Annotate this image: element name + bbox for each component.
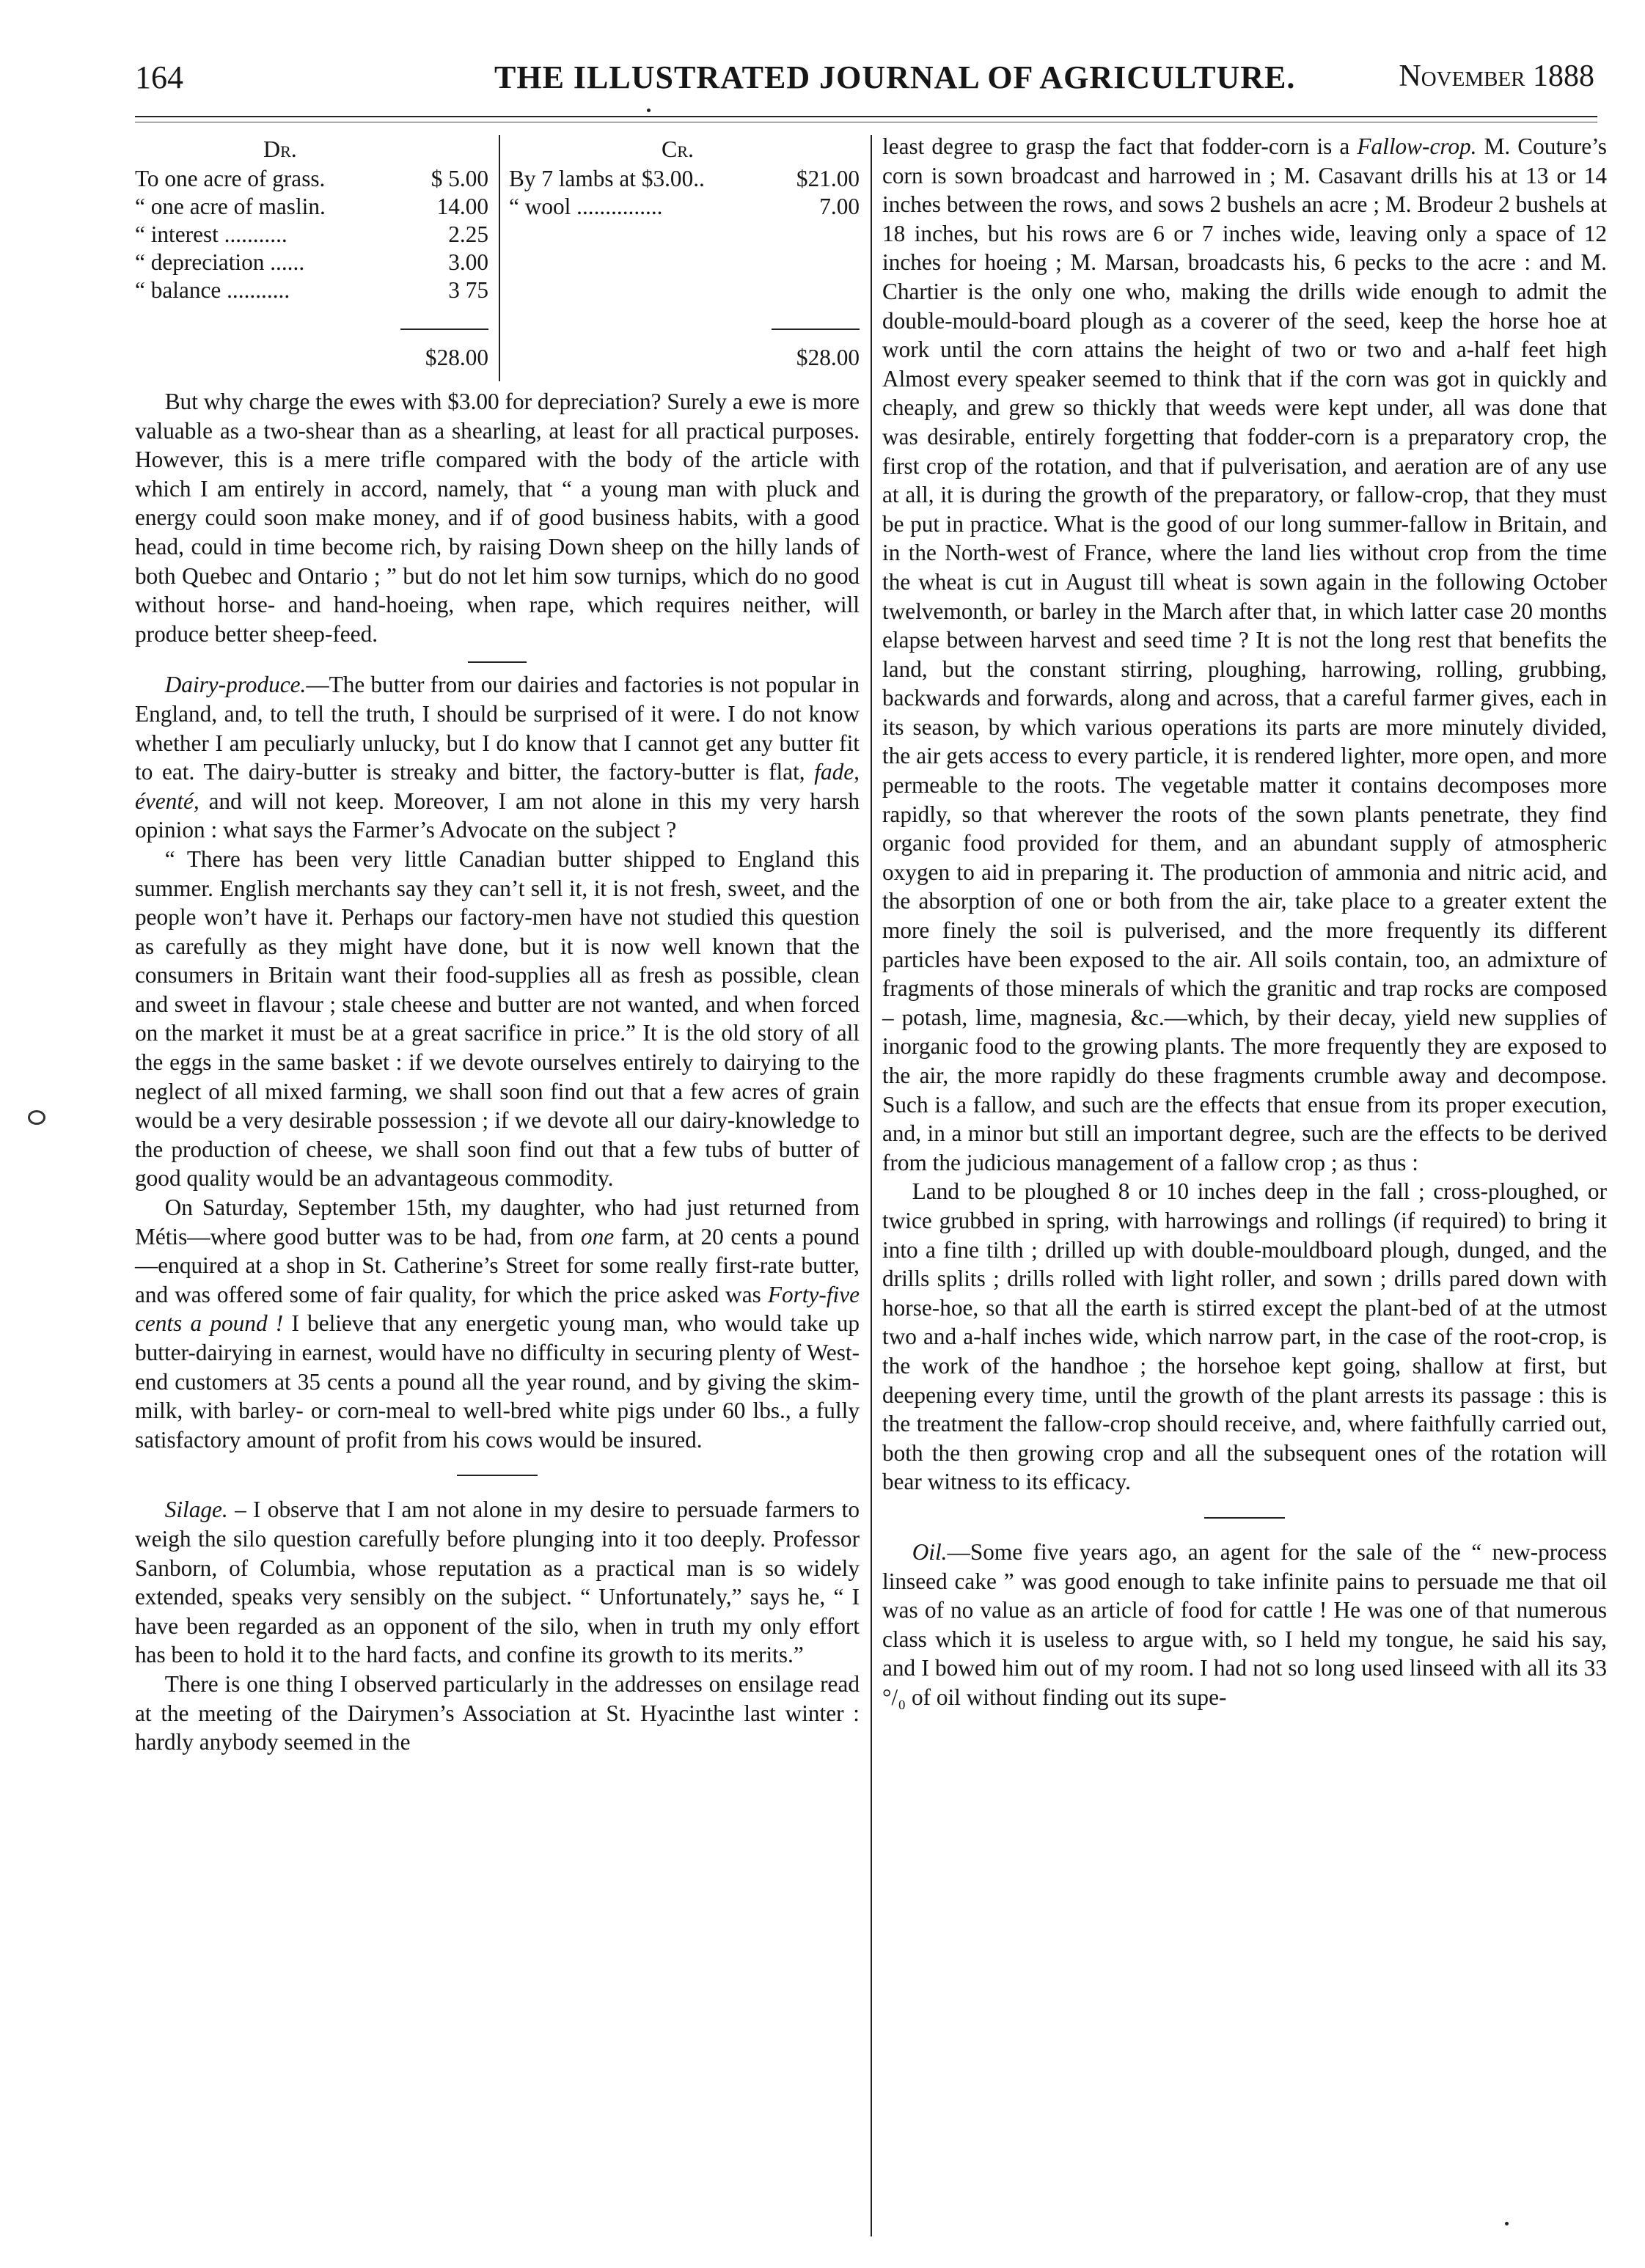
section-separator bbox=[468, 661, 527, 663]
debit-row bbox=[135, 164, 499, 192]
page-number: 164 bbox=[135, 59, 183, 95]
paragraph-text: and will not keep. Moreover, I am not alone in this my very harsh opinion : what says the Farmer’s Advocate on the subject ? bbox=[135, 788, 860, 843]
paragraph-text: least degree to grasp the fact that fodder-corn is a bbox=[882, 133, 1358, 159]
paragraph-silage bbox=[135, 1495, 860, 1670]
section-heading: Oil. bbox=[912, 1538, 948, 1565]
header-ornament-dot bbox=[647, 109, 651, 112]
journal-title: THE ILLUSTRATED JOURNAL OF AGRICULTURE. bbox=[494, 59, 1296, 95]
credit-total: $28.00 bbox=[796, 345, 860, 370]
right-column bbox=[882, 132, 1607, 1711]
debit-row bbox=[135, 192, 499, 220]
debit-label: “ balance ........... bbox=[135, 277, 290, 303]
paragraph: There is one thing I observed particularly in the addresses on ensilage read at the meeting of the Dairymen’s Association at St. Hyacinthe last winter : hardly anybody seemed in the bbox=[135, 1670, 860, 1755]
paragraph-text: M. Couture’s corn is sown broadcast and harrowed in ; M. Casavant drills his at 13 or 14 inches between the rows, and sows 2 bushels an acre ; M. Brodeur 2 bushels at 18 inches, but his rows are 6 or 7 inches wide, leaving only a space of 12 inches for hoeing ; M. Marsan, broadcasts his, 6 pecks to the acre : and M. Chartier is the only one who, making the drills wide enough to admit the double-mould-board plough as a coverer of the seed, keep the horse hoe at work until the corn attains the height of two or two and a-half feet high Almost every speaker seemed to think that if the corn was got in quickly and cheaply, and grew so thickly that weeds were kept under, all was done that was desirable, entirely forgetting that fodder-corn is a preparatory crop, the first crop of the rotation, and that if pulverisation, and aeration are of any use at all, it is during the growth of the preparatory, or fallow-crop, that they must be put in practice. What is the good of our long summer-fallow in Britain, and in the North-west of France, where the land lies without crop from the time the wheat is cut in August till wheat is sown again in the following October twelvemonth, or barley in the March after that, in which latter case 20 months elapse between harvest and seed time ? It is not the long rest that benefits the land, but the constant stirring, ploughing, harrowing, rolling, grubbing, backwards and forwards, along and across, that a careful farmer gives, each in its season, by which various operations its parts are more minutely divided, the air gets access to every particle, it is rendered lighter, more open, and more permeable to the roots. The vegetable matter it contains decomposes more rapidly, so that wherever the roots of the sown plants penetrate, they find organic food provided for them, and an abundant supply of atmospheric oxygen to aid in preparing it. The production of ammonia and nitric acid, and the absorption of one or both from the air, take place to a greater extent the more finely the soil is pulverised, and the more frequently its different particles have been exposed to the air. All soils contain, too, an admixture of fragments of those minerals of which the granitic and trap rocks are composed – potash, lime, magnesia, &c.—which, by their decay, yield new supplies of inorganic food to the growing plants. The more frequently they are exposed to the air, the more rapidly do these fragments crumble away and decompose. Such is a fallow, and such are the effects that ensue from its proper execution, and, in a minor but still an important degree, such are the effects to be derived from the judicious management of a fallow crop ; as thus : bbox=[882, 133, 1607, 1175]
footer-ornament-dot bbox=[1505, 2222, 1509, 2225]
debit-amount: 3.00 bbox=[448, 249, 488, 275]
debit-row bbox=[135, 248, 499, 276]
credit-amount: $21.00 bbox=[796, 166, 860, 191]
left-column bbox=[135, 135, 860, 1757]
italic-phrase: Forty-five cents a pound ! bbox=[135, 1281, 860, 1337]
italic-phrase: fade, éventé, bbox=[135, 759, 860, 814]
paragraph-oil bbox=[882, 1538, 1607, 1712]
debit-label: “ depreciation ...... bbox=[135, 249, 305, 275]
paragraph: Land to be ploughed 8 or 10 inches deep in the fall ; cross-ploughed, or twice grubbed in spring, with harrowings and rollings (if required) to bring it into a fine tilth ; drilled up with double-mouldboard plough, dunged, and the drills splits ; drills rolled with light roller, and sown ; drills pared down with horse-hoe, so that all the earth is stirred except the plant-bed of at the utmost two and a-half inches wide, which narrow part, in the case of the root-crop, is the work of the handhoe ; the horsehoe kept going, shallow at first, but deepening every time, until the growth of the plant arrests its passage : this is the treatment the fallow-crop should receive, and, where faithfully carried out, both the then growing crop and all the subsequent ones of the rotation will bear witness to its efficacy. bbox=[882, 1178, 1607, 1495]
margin-mark bbox=[28, 1110, 45, 1125]
credit-heading: Cr. bbox=[662, 136, 695, 162]
column-divider bbox=[871, 135, 872, 2236]
account-table bbox=[135, 135, 860, 387]
debit-label: “ interest ........... bbox=[135, 221, 287, 247]
paragraph-text: farm, at 20 cents a pound—enquired at a shop in St. Catherine’s Street for some really first-rate butter, and was offered some of fair quality, for which the price asked was bbox=[135, 1223, 860, 1307]
italic-phrase: one bbox=[580, 1223, 615, 1249]
debit-row bbox=[135, 276, 499, 304]
credit-label: By 7 lambs at $3.00.. bbox=[509, 166, 705, 191]
paragraph-text: —Some five years ago, an agent for the sale of the “ new-process linseed cake ” was good enough to take infinite pains to persuade me that oil was of no value as an article of food for cattle ! He was one of that numerous class which it is useless to argue with, so I held my tongue, he said his say, and I bowed him out of my room. I had not so long used linseed with all its 33 °/₀ of oil without finding out its supe- bbox=[882, 1538, 1607, 1710]
section-heading: Silage. bbox=[164, 1497, 228, 1523]
debit-amount: 3 75 bbox=[448, 277, 488, 303]
debit-label: To one acre of grass. bbox=[135, 166, 326, 191]
page-header bbox=[135, 54, 1594, 106]
paragraph: “ There has been very little Canadian butter shipped to England this summer. English merchants say they can’t sell it, it is not fresh, sweet, and the people won’t have it. Perhaps our factory-men have not studied this question as carefully as they might have done, but it is now well known that the consumers in Britain want their food-supplies all as fresh as possible, clean and sweet in flavour ; stale cheese and butter are not wanted, and when forced on the market it must be at a great sacrifice in price.” It is the old story of all the eggs in the same basket : if we devote ourselves entirely to dairying to the neglect of all mixed farming, we shall soon find out that a few acres of grain would be a very desirable possession ; if we devote all our dairy-knowledge to the production of cheese, we shall soon find out that a few tubs of butter of good quality would be an advantageous commodity. bbox=[135, 845, 860, 1192]
issue-date: November 1888 bbox=[1399, 59, 1594, 93]
paragraph-text: I believe that any energetic young man, who would take up butter-dairying in earnest, would have no difficulty in securing plenty of West-end customers at 35 cents a pound all the year round, and by giving the skim-milk, with barley- or corn-meal to well-bred white pigs under 60 lbs., a fully satisfactory amount of profit from his cows would be insured. bbox=[135, 1310, 860, 1453]
debit-amount: $ 5.00 bbox=[431, 166, 488, 191]
debit-row bbox=[135, 220, 499, 248]
credit-amount: 7.00 bbox=[819, 194, 860, 219]
account-divider bbox=[499, 135, 500, 381]
paragraph-text: – I observe that I am not alone in my desire to persuade farmers to weigh the silo question carefully before plunging into it too deeply. Professor Sanborn, of Columbia, whose reputation as a practical man is so widely extended, speaks very sensibly on the subject. “ Unfortunately,” says he, “ I have been regarded as an opponent of the silo, when in truth my only effort has been to hold it to the hard facts, and confine its growth to its merits.” bbox=[135, 1497, 860, 1668]
credit-row bbox=[509, 164, 860, 192]
italic-phrase: Fallow-crop. bbox=[1357, 133, 1477, 159]
paragraph-dairy bbox=[135, 670, 860, 845]
paragraph-text: —The butter from our dairies and factories is not popular in England, and, to tell the truth, I should be surprised of it were. I do not know whether I am peculiarly unlucky, but I do know that I cannot get any butter fit to eat. The dairy-butter is streaky and bitter, the factory-butter is flat, bbox=[135, 672, 860, 785]
header-rule bbox=[135, 116, 1597, 117]
debit-label: “ one acre of maslin. bbox=[135, 194, 326, 219]
debit-amount: 2.25 bbox=[448, 221, 488, 247]
paragraph-text: On Saturday, September 15th, my daughter, who had just returned from Métis—where good butter was to be had, from bbox=[135, 1194, 860, 1249]
paragraph bbox=[135, 1193, 860, 1454]
paragraph bbox=[882, 132, 1607, 1177]
debit-total-rule bbox=[400, 329, 488, 330]
section-heading: Dairy-produce. bbox=[164, 672, 307, 698]
paragraph: But why charge the ewes with $3.00 for depreciation? Surely a ewe is more valuable as a two-shear than as a shearling, at least for all practical purposes. However, this is a mere trifle compared with the body of the article with which I am entirely in accord, namely, that “ a young man with pluck and energy could soon make money, and if of good business habits, with a good head, could in time become rich, by raising Down sheep on the hilly lands of both Quebec and Ontario ; ” but do not let him sow turnips, which do no good without horse- and hand-hoeing, when rape, which requires neither, will produce better sheep-feed. bbox=[135, 389, 860, 647]
debit-amount: 14.00 bbox=[436, 194, 488, 219]
credit-total-rule bbox=[772, 329, 860, 330]
debit-heading: Dr. bbox=[263, 136, 297, 162]
section-separator bbox=[457, 1475, 538, 1476]
credit-label: “ wool ............... bbox=[509, 194, 663, 219]
section-separator bbox=[1204, 1517, 1285, 1519]
credit-row bbox=[509, 192, 860, 220]
debit-total: $28.00 bbox=[425, 345, 488, 370]
